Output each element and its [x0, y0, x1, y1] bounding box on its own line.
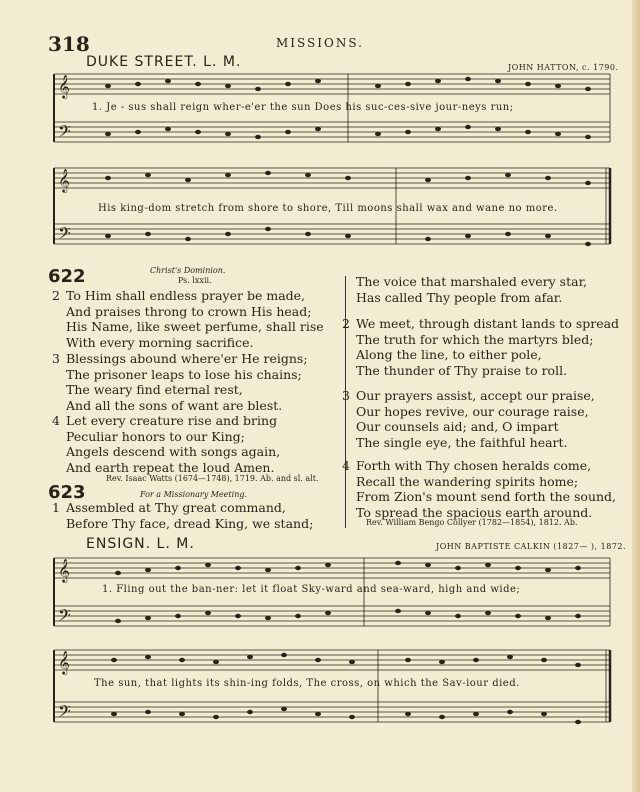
tune-composer: JOHN HATTON, c. 1790. — [508, 63, 619, 72]
tune-lyric-line: 1. Je - sus shall reign wher-e'er the sun Does his suc-ces-sive jour-neys run; — [92, 102, 514, 113]
stanza-number: 4 — [52, 413, 60, 428]
stanza-line: Forth with Thy chosen heralds come, — [356, 458, 592, 473]
stanza-line: Has called Thy people from afar. — [356, 289, 563, 305]
stanza-line: Assembled at Thy great command, — [66, 500, 286, 515]
stanza-line: From Zion's mount send forth the sound, — [356, 489, 617, 504]
stanza-number: 2 — [52, 288, 60, 303]
stanza — [52, 500, 314, 531]
stanza-line: His Name, like sweet perfume, shall rise — [66, 319, 324, 334]
svg-text:𝄞: 𝄞 — [58, 558, 70, 582]
stanza-number: 1 — [52, 500, 60, 515]
stanza — [342, 458, 617, 520]
section-header: MISSIONS. — [276, 36, 364, 50]
tune-lyric-line: The sun, that lights its shin-ing folds, The cross, on which the Sav-iour died. — [94, 678, 520, 689]
tune-lyric-line: His king-dom stretch from shore to shore, Till moons shall wax and wane no more. — [98, 203, 558, 214]
stanza-line: Before Thy face, dread King, we stand; — [66, 515, 314, 531]
stanza — [342, 388, 595, 450]
stanza-line: We meet, through distant lands to spread — [356, 316, 620, 331]
tune-composer: JOHN BAPTISTE CALKIN (1827— ), 1872. — [436, 542, 627, 551]
stanza-number: 3 — [342, 388, 350, 403]
hymn-number: 622 — [48, 266, 86, 287]
stanza — [52, 351, 308, 413]
svg-text:𝄞: 𝄞 — [58, 168, 70, 192]
stanza-line: To spread the spacious earth around. — [356, 504, 593, 520]
stanza-continuation — [356, 274, 587, 305]
stanza-number: 4 — [342, 458, 350, 473]
stanza — [52, 413, 281, 475]
svg-text:𝄢: 𝄢 — [58, 701, 71, 725]
tune-title: DUKE STREET. L. M. — [86, 54, 242, 70]
stanza-line: The truth for which the martyrs bled; — [356, 331, 594, 347]
stanza-line: With every morning sacrifice. — [66, 334, 254, 350]
stanza-line: Our prayers assist, accept our praise, — [356, 388, 595, 403]
svg-text:𝄞: 𝄞 — [58, 74, 70, 98]
stanza-line: The weary find eternal rest, — [66, 382, 243, 397]
stanza-line: And praises throng to crown His head; — [66, 303, 312, 319]
svg-text:𝄞: 𝄞 — [58, 650, 70, 674]
svg-text:𝄢: 𝄢 — [58, 121, 71, 145]
stanza-line: To Him shall endless prayer be made, — [66, 288, 306, 303]
hymn-source: Ps. lxxii. — [178, 276, 212, 285]
page-edge — [632, 0, 640, 792]
stanza-line: Our counsels aid; and, O impart — [356, 419, 559, 434]
stanza-line: The prisoner leaps to lose his chains; — [66, 366, 302, 382]
stanza-line: Our hopes revive, our courage raise, — [356, 403, 589, 419]
hymn-heading: For a Missionary Meeting. — [140, 490, 248, 499]
stanza — [52, 288, 324, 350]
stanza-line: Recall the wandering spirits home; — [356, 473, 579, 489]
stanza-line: The thunder of Thy praise to roll. — [356, 362, 568, 378]
tune-lyric-line: 1. Fling out the ban-ner: let it float Sky-ward and sea-ward, high and wide; — [102, 584, 521, 595]
hymn-attribution: Rev. William Bengo Collyer (1782—1854), 1812. Ab. — [366, 518, 578, 527]
stanza-line: The voice that marshaled every star, — [356, 274, 588, 289]
hymn-number: 623 — [48, 482, 86, 503]
stanza-line: Blessings abound where'er He reigns; — [66, 351, 308, 366]
stanza-number: 2 — [342, 316, 350, 331]
tune-title: ENSIGN. L. M. — [86, 536, 195, 552]
stanza-line: Angels descend with songs again, — [66, 444, 281, 459]
svg-text:𝄢: 𝄢 — [58, 605, 71, 629]
page-number: 318 — [48, 32, 90, 56]
stanza-line: And earth repeat the loud Amen. — [66, 459, 275, 475]
hymn-attribution: Rev. Isaac Watts (1674—1748), 1719. Ab. and sl. alt. — [106, 474, 319, 483]
hymn-heading: Christ's Dominion. — [150, 266, 226, 275]
stanza-line: Along the line, to either pole, — [356, 347, 542, 362]
stanza-line: And all the sons of want are blest. — [66, 397, 283, 413]
stanza-line: The single eye, the faithful heart. — [356, 434, 568, 450]
stanza-number: 3 — [52, 351, 60, 366]
stanza — [342, 316, 620, 378]
stanza-line: Let every creature rise and bring — [66, 413, 278, 428]
stanza-line: Peculiar honors to our King; — [66, 428, 245, 444]
svg-text:𝄢: 𝄢 — [58, 223, 71, 247]
